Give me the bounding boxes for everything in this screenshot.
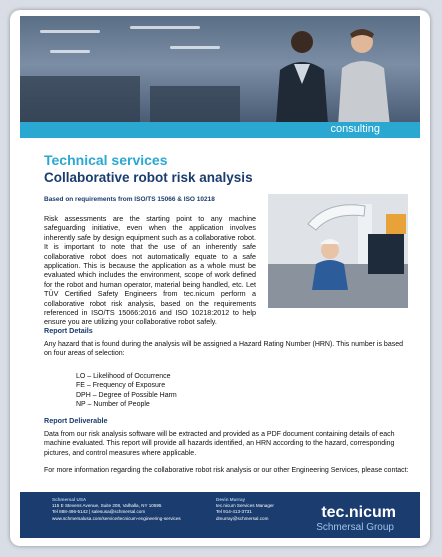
person-contact: [216, 497, 274, 522]
company-phone[interactable]: Tel 888-496-5142 | salesusa@schmersal.com: [52, 509, 146, 515]
list-item: NP – Number of People: [76, 401, 150, 409]
report-deliverable-heading: Report Deliverable: [44, 416, 108, 425]
list-item: LO – Likelihood of Occurrence: [76, 373, 171, 380]
standards-note: Based on requirements from ISO/TS 15066 & ISO 10218: [44, 196, 215, 203]
list-item: DPH – Degree of Possible Harm: [76, 391, 177, 399]
brochure-page: [10, 10, 430, 546]
contact-name: Devin Murray: [216, 497, 246, 502]
hero-photo: [20, 16, 420, 138]
company-address: 115 E Stevens Avenue, Suite 208, Valhalla, NY 10595: [52, 503, 162, 509]
report-details-heading: Report Details: [44, 326, 93, 335]
consulting-banner: [20, 122, 420, 138]
footer: [20, 492, 420, 538]
engineer-figure: [270, 24, 332, 124]
company-contact: [52, 497, 181, 522]
tecnicum-logo: tec.nicum: [321, 504, 396, 521]
intro-paragraph: Risk assessments are the starting point to any machine safeguarding initiative, even when the application involves inherently safe by design equipment such as a collaborative robot. It is important to note that the use of an inherently safe collaborative robot does not automatically equate to a safe application. This is because the application as a whole must be evaluated which includes the environment, scope of work defined for the robot and human operator, material being handled, etc. Let TÜV Certified Safety Engineers from tec.nicum perform a collaborative robot risk analysis, based on the requirements referenced in ISO/TS 15066:2016 and ISO 10218:2012 to help ensure you are utilizing your collaborative robot safely.: [44, 214, 256, 327]
schmersal-group-label: Schmersal Group: [316, 522, 394, 533]
contact-email-link[interactable]: dmurray@schmersal.com: [216, 515, 269, 521]
robot-operator-photo: [268, 194, 408, 308]
page-title: Collaborative robot risk analysis: [44, 170, 253, 185]
report-deliverable-text: Data from our risk analysis software will be extracted and provided as a PDF document containing details of each machine evaluated. This report will provide all hazards identified, an HRN according to the hazard, corresponding pictures, and control measures where applicable.: [44, 431, 395, 457]
report-details-text: Any hazard that is found during the analysis will be assigned a Hazard Rating Number (HRN). This number is based on four areas of selection:: [44, 341, 403, 358]
banner-label: consulting: [330, 123, 380, 135]
section-title: Technical services: [44, 152, 168, 168]
list-item: FE – Frequency of Exposure: [76, 382, 166, 390]
engineer-figure: [336, 22, 392, 126]
contact-role: tec.nicum Services Manager: [216, 503, 274, 509]
hrn-criteria-list: [76, 372, 177, 410]
company-name: Schmersal USA: [52, 497, 87, 502]
contact-phone[interactable]: Tel 914-413-3731: [216, 509, 252, 515]
contact-prompt: For more information regarding the collaborative robot risk analysis or our other Engineering Services, please contact:: [44, 467, 409, 474]
company-website-link[interactable]: www.schmersalusa.com/service/tecnicum-engineering-services: [52, 515, 181, 521]
